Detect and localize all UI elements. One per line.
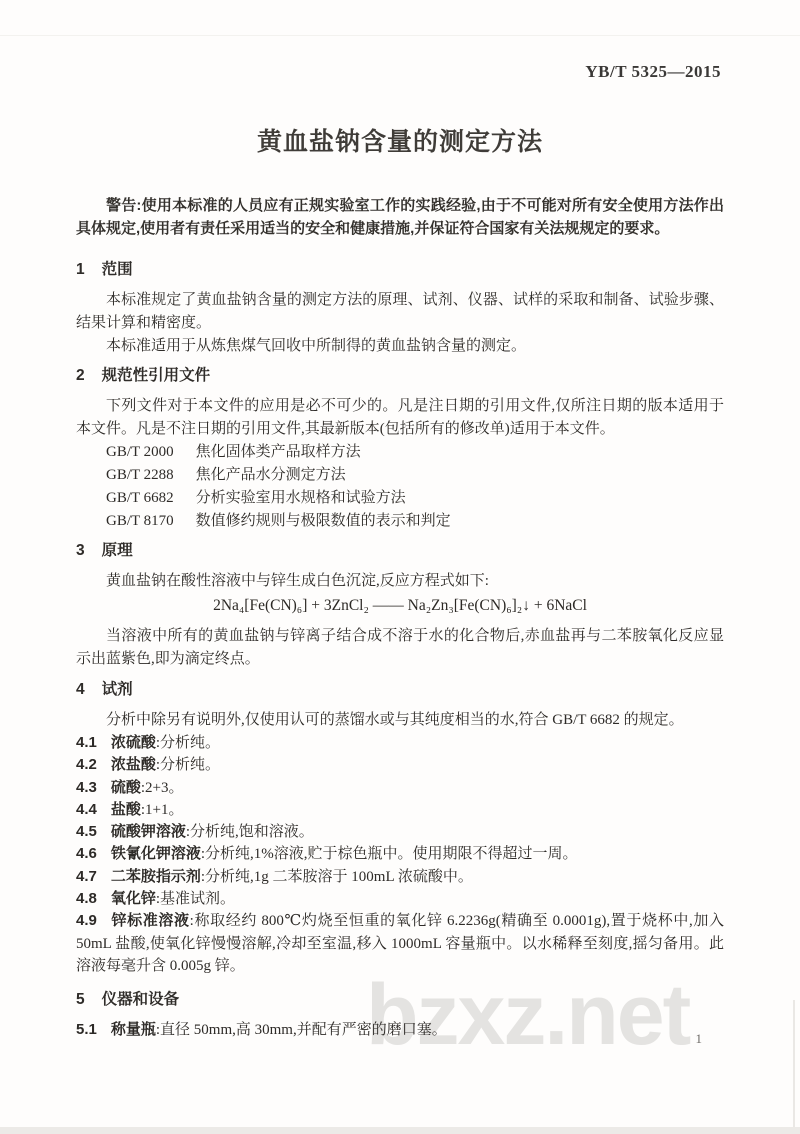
reference-item xyxy=(76,441,724,464)
reagent-item xyxy=(76,888,724,910)
item-number: 4.9 xyxy=(76,912,97,930)
section-3-paragraph-2: 当溶液中所有的黄血盐钠与锌离子结合成不溶于水的化合物后,赤血盐再与二苯胺氧化反应显示出蓝紫色,即为滴定终点。 xyxy=(76,628,724,667)
item-text: :分析纯,饱和溶液。 xyxy=(185,824,314,841)
item-term: 二苯胺指示剂 xyxy=(110,867,201,885)
item-term: 硫酸钾溶液 xyxy=(110,823,186,841)
item-number: 4.3 xyxy=(76,778,97,796)
reference-title: 焦化固体类产品取样方法 xyxy=(195,444,361,460)
item-text: :分析纯,1g 二苯胺溶于 100mL 浓硫酸中。 xyxy=(200,868,473,885)
item-text: :分析纯,1%溶液,贮于棕色瓶中。使用期限不得超过一周。 xyxy=(200,846,578,863)
reagent-item xyxy=(76,777,724,799)
item-text: :直径 50mm,高 30mm,并配有严密的磨口塞。 xyxy=(155,1022,447,1039)
section-number: 5 xyxy=(76,991,85,1009)
section-title: 原理 xyxy=(101,542,133,559)
section-1-heading xyxy=(76,260,724,280)
reference-item xyxy=(76,464,724,487)
item-text: :称取经约 800℃灼烧至恒重的氧化锌 6.2236g(精确至 0.0001g),置于烧杯中,加入 50mL 盐酸,使氧化锌慢慢溶解,冷却至室温,移入 1000mL 容量瓶中。以水稀释至刻度,摇匀备用。此溶液每毫升含 0.005g 锌。 xyxy=(76,913,724,974)
item-number: 4.2 xyxy=(76,756,97,774)
watermark: bzxz.net xyxy=(366,967,690,1063)
item-term: 氧化锌 xyxy=(110,890,156,908)
item-text: :基准试剂。 xyxy=(155,891,236,908)
reagent-item xyxy=(76,799,724,821)
section-number: 4 xyxy=(76,681,85,698)
section-4-paragraph-1: 分析中除另有说明外,仅使用认可的蒸馏水或与其纯度相当的水,符合 GB/T 6682 的规定。 xyxy=(106,712,684,728)
item-number: 5.1 xyxy=(76,1021,97,1039)
section-2-paragraph-1: 下列文件对于本文件的应用是必不可少的。凡是注日期的引用文件,仅所注日期的版本适用于本文件。凡是不注日期的引用文件,其最新版本(包括所有的修改单)适用于本文件。 xyxy=(76,398,724,437)
item-term: 铁氰化钾溶液 xyxy=(110,845,201,863)
section-title: 仪器和设备 xyxy=(101,991,180,1009)
apparatus-item xyxy=(76,1019,724,1041)
reference-code: GB/T 6682 xyxy=(106,490,174,506)
reagent-item xyxy=(76,821,724,843)
reference-code: GB/T 2288 xyxy=(106,467,174,483)
reference-title: 焦化产品水分测定方法 xyxy=(195,467,346,483)
item-number: 4.6 xyxy=(76,845,97,863)
section-1-paragraph-1: 本标准规定了黄血盐钠含量的测定方法的原理、试剂、仪器、试样的采取和制备、试验步骤、结果计算和精密度。 xyxy=(76,292,724,331)
section-number: 3 xyxy=(76,542,85,559)
section-title: 规范性引用文件 xyxy=(101,367,211,384)
section-3-paragraph-1: 黄血盐钠在酸性溶液中与锌生成白色沉淀,反应方程式如下: xyxy=(106,573,489,589)
reference-title: 数值修约规则与极限数值的表示和判定 xyxy=(195,513,451,529)
reference-item xyxy=(76,510,724,533)
item-term: 硫酸 xyxy=(110,778,141,796)
section-3-heading xyxy=(76,541,724,561)
item-number: 4.7 xyxy=(76,867,97,885)
reagent-item xyxy=(76,754,724,776)
item-term: 浓盐酸 xyxy=(110,756,156,774)
document-title: 黄血盐钠含量的测定方法 xyxy=(256,128,543,156)
section-title: 试剂 xyxy=(101,681,133,698)
item-text: :分析纯。 xyxy=(155,757,221,774)
item-term: 浓硫酸 xyxy=(110,734,156,751)
reference-code: GB/T 8170 xyxy=(106,513,174,529)
section-1-paragraph-2: 本标准适用于从炼焦煤气回收中所制得的黄血盐钠含量的测定。 xyxy=(106,338,527,354)
item-term: 盐酸 xyxy=(110,800,141,818)
section-number: 2 xyxy=(76,367,85,384)
item-text: :2+3。 xyxy=(140,779,184,796)
reference-title: 分析实验室用水规格和试验方法 xyxy=(195,490,406,506)
warning-paragraph: 警告:使用本标准的人员应有正规实验室工作的实践经验,由于不可能对所有安全使用方法作出具体规定,使用者有责任采用适当的安全和健康措施,并保证符合国家有关法规规定的要求。 xyxy=(76,197,724,237)
scan-artifact-bottom-strip xyxy=(0,1127,800,1134)
section-4-heading xyxy=(76,680,724,700)
item-number: 4.5 xyxy=(76,823,97,841)
item-term: 称量瓶 xyxy=(110,1021,156,1039)
doc-code: YB/T 5325—2015 xyxy=(585,62,721,81)
item-number: 4.4 xyxy=(76,800,97,818)
reference-code: GB/T 2000 xyxy=(106,444,174,460)
section-2-heading xyxy=(76,366,724,386)
section-5-heading xyxy=(76,990,724,1010)
reagent-item xyxy=(76,866,724,888)
item-term: 锌标准溶液 xyxy=(110,912,190,930)
reagent-item xyxy=(76,843,724,865)
reference-item xyxy=(76,487,724,510)
section-title: 范围 xyxy=(101,261,133,278)
item-number: 4.1 xyxy=(76,734,97,751)
item-text: :分析纯。 xyxy=(155,735,221,751)
item-number: 4.8 xyxy=(76,890,97,908)
section-number: 1 xyxy=(76,261,85,278)
reagent-item xyxy=(76,732,724,754)
item-text: :1+1。 xyxy=(140,801,184,818)
page-number: 1 xyxy=(695,1031,702,1046)
reagent-item xyxy=(76,910,724,977)
chemical-equation: 2Na₄[Fe(CN)₆] + 3ZnCl₂ —— Na₂Zn₃[Fe(CN)₆]₂↓ + 6NaCl xyxy=(213,597,587,614)
